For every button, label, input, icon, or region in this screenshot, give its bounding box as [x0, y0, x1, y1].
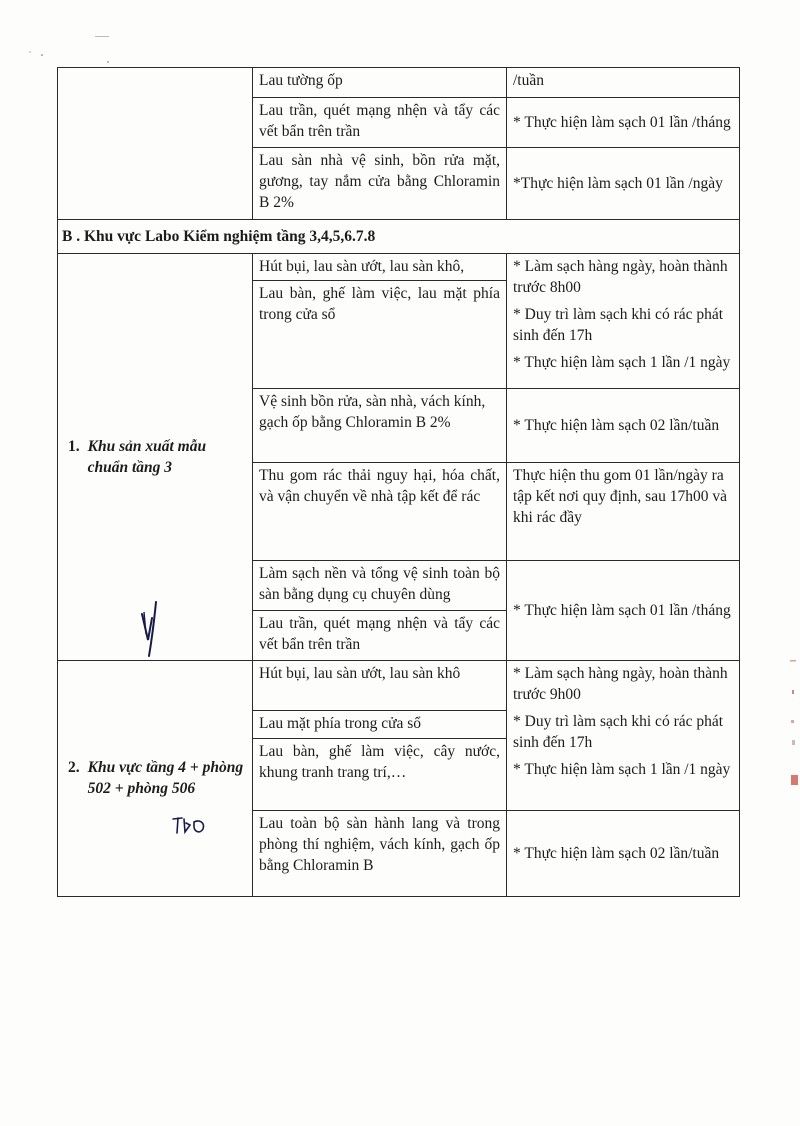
- task-cell: Lau trần, quét mạng nhện và tẩy các vết bẩn trên trần: [253, 611, 507, 661]
- frequency-line: * Thực hiện làm sạch 1 lần /1 ngày: [513, 354, 731, 371]
- section-b-heading: B . Khu vực Labo Kiểm nghiệm tầng 3,4,5,6.7.8: [58, 220, 740, 254]
- table-row: [58, 254, 740, 281]
- cleaning-schedule-table: [57, 67, 740, 897]
- task-cell: Lau toàn bộ sàn hành lang và trong phòng thí nghiệm, vách kính, gạch ốp bằng Chloramin B: [253, 811, 507, 897]
- frequency-cell: Thực hiện thu gom 01 lần/ngày ra tập kết nơi quy định, sau 17h00 và khi rác đầy: [507, 463, 740, 561]
- area-1-number: 1.: [68, 437, 80, 455]
- frequency-cell: [507, 254, 740, 389]
- task-cell: Vệ sinh bồn rửa, sàn nhà, vách kính, gạch ốp bằng Chloramin B 2%: [253, 389, 507, 463]
- frequency-line: * Làm sạch hàng ngày, hoàn thành trước 9h00: [513, 665, 728, 703]
- area-1-name: Khu sản xuất mẫu chuẩn tầng 3: [87, 437, 207, 476]
- area-2-name: Khu vực tầng 4 + phòng 502 + phòng 506: [87, 759, 244, 797]
- task-cell: Thu gom rác thải nguy hại, hóa chất, và vận chuyển về nhà tập kết để rác: [253, 463, 507, 561]
- area-2-number: 2.: [68, 759, 80, 776]
- task-cell: Làm sạch nền và tổng vệ sinh toàn bộ sàn bằng dụng cụ chuyên dùng: [253, 561, 507, 611]
- frequency-cell: * Thực hiện làm sạch 01 lần /tháng: [507, 98, 740, 148]
- handwritten-initials: [170, 813, 210, 837]
- area-1-cell: [58, 254, 253, 661]
- table-row: [58, 68, 740, 98]
- area-2-cell: [58, 661, 253, 897]
- task-cell: Hút bụi, lau sàn ướt, lau sàn khô,: [253, 254, 507, 281]
- frequency-cell: * Thực hiện làm sạch 02 lần/tuần: [507, 811, 740, 897]
- task-cell: Lau bàn, ghế làm việc, lau mặt phía trong cửa sổ: [253, 281, 507, 389]
- task-cell: Lau tường ốp: [253, 68, 507, 98]
- task-cell: Lau trần, quét mạng nhện và tẩy các vết bẩn trên trần: [253, 98, 507, 148]
- frequency-line: * Duy trì làm sạch khi có rác phát sinh đến 17h: [513, 306, 724, 344]
- handwritten-initials: [134, 594, 174, 658]
- frequency-line: * Làm sạch hàng ngày, hoàn thành trước 8h00: [513, 258, 728, 296]
- frequency-cell: [507, 661, 740, 811]
- frequency-cell: * Thực hiện làm sạch 01 lần /tháng: [507, 561, 740, 661]
- task-cell: Hút bụi, lau sàn ướt, lau sàn khô: [253, 661, 507, 711]
- task-cell: Lau mặt phía trong cửa sổ: [253, 711, 507, 739]
- frequency-cell: *Thực hiện làm sạch 01 lần /ngày: [507, 148, 740, 220]
- continued-area-cell: [58, 68, 253, 220]
- frequency-line: * Duy trì làm sạch khi có rác phát sinh đến 17h: [513, 713, 724, 751]
- frequency-cell: /tuần: [507, 68, 740, 98]
- frequency-line: * Thực hiện làm sạch 1 lần /1 ngày: [513, 761, 731, 778]
- section-row: [58, 220, 740, 254]
- task-cell: Lau bàn, ghế làm việc, cây nước, khung tranh trang trí,…: [253, 739, 507, 811]
- frequency-cell: * Thực hiện làm sạch 02 lần/tuần: [507, 389, 740, 463]
- table-row: [58, 661, 740, 711]
- task-cell: Lau sàn nhà vệ sinh, bồn rửa mặt, gương, tay nắm cửa bằng Chloramin B 2%: [253, 148, 507, 220]
